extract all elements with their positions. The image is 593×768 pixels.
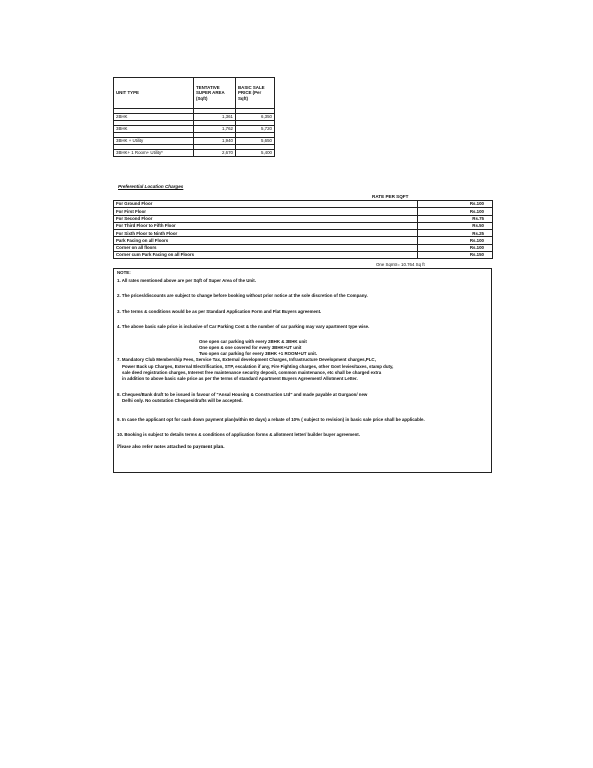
- plc-rate: Rs.150: [418, 252, 493, 259]
- unit-type-cell: 3BHK + Utility: [114, 138, 194, 145]
- header-basic-sale-price: BASIC SALE PRICE (Per Sqft): [236, 78, 275, 109]
- plc-label: For Sixth Floor to Ninth Floor: [114, 230, 418, 237]
- plc-rate: Rs.25: [418, 230, 493, 237]
- table-row: [114, 114, 275, 121]
- super-area-cell: 1,361: [194, 114, 236, 121]
- plc-title: Preferential Location Charges: [118, 184, 184, 189]
- plc-rate: Rs.75: [418, 215, 493, 222]
- header-unit-type: UNIT TYPE: [114, 78, 194, 109]
- plc-rate: Rs.100: [418, 244, 493, 251]
- plc-rate: Rs.50: [418, 222, 493, 229]
- unit-type-cell: 2BHK: [114, 114, 194, 121]
- parking-line-1: One open car parking with every 2BHK & 3BHK unit: [199, 339, 307, 344]
- plc-label: For First Floor: [114, 208, 418, 215]
- note-9: 9. In case the applicant opt for cash down payment plan(within 60 days) a rebate of 10% ( subject to revision) in basic sale price shall be applicable.: [117, 417, 425, 422]
- unit-type-cell: 3BHK: [114, 126, 194, 133]
- payment-plan-note: Please also refer notes attached to payment plan.: [117, 444, 225, 450]
- table-row: [114, 150, 275, 157]
- table-row: [114, 230, 493, 237]
- plc-label: Corner on all floors: [114, 244, 418, 251]
- note-7-line-1: 7. Mandatory Club Membership Fees, Service Tax, External development Charges, Infrastructure Development charges,PLC,: [117, 357, 376, 362]
- note-7-line-2: Power Back up Charges, External Electrification, STP, escalation if any, Fire Fighting charges, other Govt levies/taxes, stamp duty,: [122, 364, 394, 369]
- notes-heading: NOTE:: [117, 270, 131, 275]
- unit-conversion-note: One Sqmtr= 10.764 Sq ft: [376, 262, 425, 267]
- table-row: [114, 237, 493, 244]
- price-cell: 6,350: [236, 114, 275, 121]
- table-row: [114, 138, 275, 145]
- plc-rate: Rs.100: [418, 201, 493, 208]
- plc-label: Park Facing on all Floors: [114, 237, 418, 244]
- notes-box: [113, 268, 492, 473]
- super-area-cell: 1,940: [194, 138, 236, 145]
- table-row: [114, 208, 493, 215]
- note-3: 3. The terms & conditions would be as per Standard Application Form and Flat Buyers agreement.: [117, 309, 322, 314]
- note-1: 1. All rates mentioned above are per Sqft of Super Area of the Unit.: [117, 278, 256, 283]
- note-8-line-2: Delhi only. No outstation Cheques/drafts will be accepted.: [122, 398, 243, 403]
- parking-line-3: Two open car parking for every 3BHK +1 ROOM+UT unit.: [199, 351, 317, 356]
- note-2: 2. The prices/discounts are subject to change before booking without prior notice at the sole discretion of the Company.: [117, 293, 368, 298]
- table-row: [114, 126, 275, 133]
- price-cell: 5,650: [236, 138, 275, 145]
- table-header-row: [114, 78, 275, 109]
- unit-price-table: [113, 77, 275, 157]
- note-10: 10. Booking is subject to details terms & conditions of application forms & allotment letter/ builder buyer agreement.: [117, 432, 360, 437]
- super-area-cell: 1,762: [194, 126, 236, 133]
- rate-per-sqft-header: RATE PER SQFT: [372, 194, 409, 199]
- plc-rate: Rs.100: [418, 208, 493, 215]
- price-cell: 5,720: [236, 126, 275, 133]
- table-row: [114, 222, 493, 229]
- note-8-line-1: 8. Cheques/Bank draft to be issued in favour of "Ansal Housing & Construction Ltd" and made payable at Gurgaon/ new: [117, 392, 368, 397]
- table-row: [114, 201, 493, 208]
- header-super-area: TENTATIVE SUPER AREA (Sqft): [194, 78, 236, 109]
- plc-table: [113, 200, 493, 259]
- unit-type-cell: 3BHK+ 1 Room+ Utility*: [114, 150, 194, 157]
- table-row: [114, 215, 493, 222]
- plc-label: For Second Floor: [114, 215, 418, 222]
- plc-label: Corner cum Park Facing on all Floors: [114, 252, 418, 259]
- note-7-line-3: sale deed registration charges, Interest free maintenance security deposit, common maintenance, etc shall be charged extra: [122, 370, 382, 375]
- note-4: 4. The above basic sale price is inclusive of Car Parking Cost & the number of car parking may vary apartment type wise.: [117, 324, 370, 329]
- plc-label: For Ground Floor: [114, 201, 418, 208]
- table-row: [114, 244, 493, 251]
- note-7-line-4: in addition to above basic sale price as per the terms of standard Apartment Buyers Agreement/ Allotment Letter.: [122, 376, 358, 381]
- plc-rate: Rs.100: [418, 237, 493, 244]
- parking-line-2: One open & one covered for every 3BHK+UT unit: [199, 345, 302, 350]
- super-area-cell: 2,670: [194, 150, 236, 157]
- price-cell: 5,400: [236, 150, 275, 157]
- table-row: [114, 252, 493, 259]
- plc-label: For Third Floor to Fifth Floor: [114, 222, 418, 229]
